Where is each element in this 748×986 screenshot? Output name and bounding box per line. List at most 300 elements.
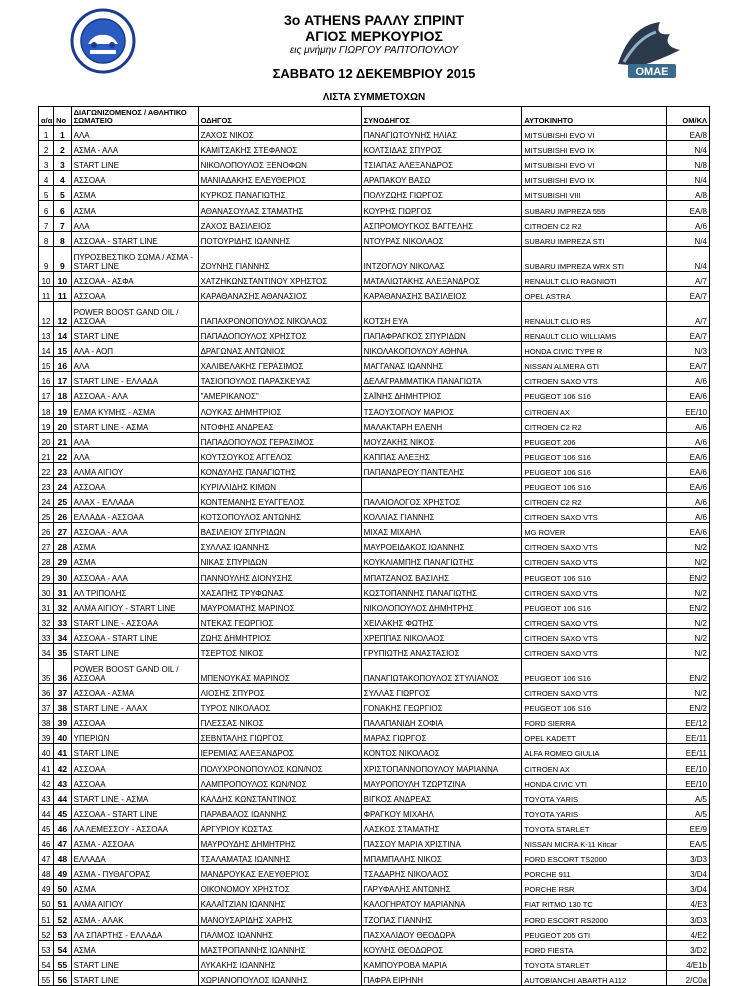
table-cell: 27 (54, 523, 71, 538)
table-cell: TOYOTA YARIS (522, 789, 666, 804)
table-cell: ΑΣΜΑ (71, 553, 198, 568)
table-cell: HONDA CIVIC TYPE R (522, 342, 666, 357)
table-row (39, 326, 710, 341)
table-row (39, 659, 710, 684)
table-cell: ΠΑΝΑΓΙΩΤΑΚΟΠΟΥΛΟΣ ΣΤΥΛΙΑΝΟΣ (361, 659, 522, 684)
table-cell: FORD ESCORT TS2000 (522, 850, 666, 865)
table-cell: A/5 (666, 804, 709, 819)
table-cell: 46 (54, 819, 71, 834)
table-cell: ΑΣΣΟΑΑ - START LINE (71, 628, 198, 643)
table-cell: ΛΥΚΑΚΗΣ ΙΩΑΝΝΗΣ (198, 955, 361, 970)
table-cell: PEUGEOT 205 GTI (522, 925, 666, 940)
table-cell: POWER BOOST GAND OIL / ΑΣΣΟΑΑ (71, 659, 198, 684)
table-cell: ΜΑΝΙΑΔΑΚΗΣ ΕΛΕΥΘΕΡΙΟΣ (198, 171, 361, 186)
table-cell: PORCHE 911 (522, 865, 666, 880)
table-cell: ΛΑ ΛΕΜΕΣΣΟΥ - ΑΣΣΟΑΑ (71, 819, 198, 834)
table-cell: PEUGEOT 106 S16 (522, 447, 666, 462)
table-cell: 3/D4 (666, 865, 709, 880)
table-cell: 14 (39, 342, 54, 357)
table-cell: ΑΛΜΑ ΑΙΓΙΟΥ (71, 462, 198, 477)
table-row (39, 538, 710, 553)
table-cell: ΒΑΣΙΛΕΙΟΥ ΣΠΥΡΙΔΩΝ (198, 523, 361, 538)
table-cell: CITROEN SAXO VTS (522, 583, 666, 598)
table-cell: ΤΣΑΟΥΣΟΓΛΟΥ ΜΑΡΙΟΣ (361, 402, 522, 417)
table-cell: "ΑΜΕΡΙΚΑΝΟΣ" (198, 387, 361, 402)
table-cell: MITSUBISHI EVO IX (522, 141, 666, 156)
table-cell: ΑΘΑΝΑΣΟΥΛΑΣ ΣΤΑΜΑΤΗΣ (198, 201, 361, 216)
table-row (39, 357, 710, 372)
table-cell: 7 (39, 216, 54, 231)
table-cell: 29 (54, 553, 71, 568)
table-cell: ΧΡΕΠΠΑΣ ΝΙΚΟΛΑΟΣ (361, 628, 522, 643)
table-cell: 9 (54, 246, 71, 271)
table-cell: ΒΙΓΚΟΣ ΑΝΔΡΕΑΣ (361, 789, 522, 804)
table-row (39, 729, 710, 744)
table-cell: CITROEN AX (522, 402, 666, 417)
table-cell: N/4 (666, 141, 709, 156)
table-cell: 44 (54, 789, 71, 804)
table-cell: ΕΕ/9 (666, 819, 709, 834)
table-cell: MITSUBISHI EVO VI (522, 126, 666, 141)
table-cell: ΕΑ/6 (666, 477, 709, 492)
table-row (39, 970, 710, 985)
table-cell: ΑΣΣΟΑΑ - ΑΣΦΑ (71, 271, 198, 286)
column-header: α/α (39, 107, 54, 126)
table-cell: ΜΑΥΡΟΕΙΔΑΚΟΣ ΙΩΑΝΝΗΣ (361, 538, 522, 553)
table-row (39, 342, 710, 357)
table-cell: ΠΑΦΡΑ ΕΙΡΗΝΗ (361, 970, 522, 985)
table-cell: 8 (39, 231, 54, 246)
table-cell: ΧΑΤΖΗΚΩΝΣΤΑΝΤΙΝΟΥ ΧΡΗΣΤΟΣ (198, 271, 361, 286)
table-cell: ΤΑΣΙΟΠΟΥΛΟΣ ΠΑΡΑΣΚΕΥΑΣ (198, 372, 361, 387)
table-cell: ΠΑΡΑΒΑΛΟΣ ΙΩΑΝΝΗΣ (198, 804, 361, 819)
table-cell: PEUGEOT 106 S16 (522, 387, 666, 402)
table-cell: ΑΣΣΟΑΑ (71, 774, 198, 789)
table-cell: ΦΡΑΓΚΟΥ ΜΙΧΑΗΛ (361, 804, 522, 819)
table-cell: ΑΣΜΑ (71, 538, 198, 553)
table-cell: 36 (39, 684, 54, 699)
table-cell: RENAULT CLIO RS (522, 301, 666, 326)
table-cell: 39 (54, 714, 71, 729)
table-cell: 56 (54, 970, 71, 985)
table-cell: ΕΑ/7 (666, 357, 709, 372)
table-cell: 37 (39, 699, 54, 714)
table-cell: ΑΣΜΑ (71, 186, 198, 201)
table-cell: 46 (39, 834, 54, 849)
table-cell: 35 (39, 659, 54, 684)
table-cell: 41 (39, 759, 54, 774)
table-cell: FORD FIESTA (522, 940, 666, 955)
table-cell: 27 (39, 538, 54, 553)
table-header-row (39, 107, 710, 126)
table-row (39, 126, 710, 141)
table-cell: 12 (39, 301, 54, 326)
column-header: ΟΔΗΓΟΣ (198, 107, 361, 126)
table-cell: PORCHE RSR (522, 880, 666, 895)
table-cell: ΠΑΛΜΟΣ ΙΩΑΝΝΗΣ (198, 925, 361, 940)
table-row (39, 880, 710, 895)
table-cell: ALFA ROMEO GIULIA (522, 744, 666, 759)
table-row (39, 417, 710, 432)
table-cell: ΑΣΣΟΑΑ - ΑΛΑ (71, 387, 198, 402)
table-cell: A/6 (666, 216, 709, 231)
table-cell: ΛΑ ΣΠΑΡΤΗΣ - ΕΛΛΑΔΑ (71, 925, 198, 940)
table-cell: CITROEN C2 R2 (522, 492, 666, 507)
table-cell: CITROEN SAXO VTS (522, 643, 666, 658)
table-cell: ΖΩΗΣ ΔΗΜΗΤΡΙΟΣ (198, 628, 361, 643)
table-cell: ΕΑ/8 (666, 201, 709, 216)
table-cell: 41 (54, 744, 71, 759)
table-row (39, 523, 710, 538)
table-cell: 51 (39, 910, 54, 925)
table-cell: 19 (54, 402, 71, 417)
table-cell: ΑΛΑ (71, 432, 198, 447)
table-cell: ΚΟΥΡΗΣ ΓΙΩΡΓΟΣ (361, 201, 522, 216)
table-cell: ΝΙΚΑΣ ΣΠΥΡΙΔΩΝ (198, 553, 361, 568)
table-cell: PEUGEOT 106 S16 (522, 659, 666, 684)
table-cell: ΚΟΥΤΣΟΥΚΟΣ ΑΓΓΕΛΟΣ (198, 447, 361, 462)
table-cell: A/6 (666, 372, 709, 387)
table-cell: ΤΣΑΔΑΡΗΣ ΝΙΚΟΛΑΟΣ (361, 865, 522, 880)
table-cell: 49 (54, 865, 71, 880)
table-cell: ΚΟΛΛΙΑΣ ΓΙΑΝΝΗΣ (361, 508, 522, 523)
table-cell: 3/D2 (666, 940, 709, 955)
table-cell: ΑΣΣΟΑΑ (71, 286, 198, 301)
table-cell: ΜΑΓΓΑΝΑΣ ΙΩΑΝΝΗΣ (361, 357, 522, 372)
table-cell: ΚΥΡΙΛΛΙΔΗΣ ΚΙΜΩΝ (198, 477, 361, 492)
table-cell: 2 (39, 141, 54, 156)
memorial-line: εις μνήμην ΓΙΩΡΓΟΥ ΡΑΠΤΟΠΟΥΛΟΥ (289, 45, 459, 56)
table-cell: ΑΣΜΑ - ΑΛΑ (71, 141, 198, 156)
table-cell: 29 (39, 568, 54, 583)
table-row (39, 643, 710, 658)
table-row (39, 714, 710, 729)
table-cell: 16 (54, 357, 71, 372)
column-header: Νο (54, 107, 71, 126)
table-cell: N/2 (666, 643, 709, 658)
table-row (39, 171, 710, 186)
table-cell: ΕΑ/7 (666, 326, 709, 341)
table-cell: A/8 (666, 186, 709, 201)
table-cell: 34 (54, 628, 71, 643)
table-cell: ΑΡΓΥΡΙΟΥ ΚΩΣΤΑΣ (198, 819, 361, 834)
table-cell: ΜΠΑΜΠΑΛΗΣ ΝΙΚΟΣ (361, 850, 522, 865)
table-cell: RENAULT CLIO RAGNIOTI (522, 271, 666, 286)
event-subtitle: ΑΓΙΟΣ ΜΕΡΚΟΥΡΙΟΣ (305, 28, 443, 44)
table-cell: ΣΥΛΛΑΣ ΙΩΑΝΝΗΣ (198, 538, 361, 553)
table-cell: CITROEN SAXO VTS (522, 553, 666, 568)
table-cell: ΚΟΛΤΣΙΔΑΣ ΣΠΥΡΟΣ (361, 141, 522, 156)
table-cell: START LINE (71, 744, 198, 759)
table-cell: ΚΩΣΤΟΠΑΝΝΗΣ ΠΑΝΑΓΙΩΤΗΣ (361, 583, 522, 598)
table-cell: MITSUBISHI EVO IX (522, 171, 666, 186)
table-cell: ΔΕΛΑΓΡΑΜΜΑΤΙΚΑ ΠΑΝΑΓΙΩΤΑ (361, 372, 522, 387)
table-cell: 3/D3 (666, 910, 709, 925)
table-cell: 47 (54, 834, 71, 849)
table-cell: ΧΡΙΣΤΟΠΑΝΝΟΠΟΥΛΟΥ ΜΑΡΙΑΝΝΑ (361, 759, 522, 774)
table-cell: ΤΣΙΑΠΑΣ ΑΛΕΞΑΝΔΡΟΣ (361, 156, 522, 171)
table-cell: 53 (39, 940, 54, 955)
table-cell: N/4 (666, 231, 709, 246)
table-cell: N/8 (666, 156, 709, 171)
table-cell: 40 (54, 729, 71, 744)
table-cell: ΤΥΡΟΣ ΝΙΚΟΛΑΟΣ (198, 699, 361, 714)
table-cell: ΖΟΥΝΗΣ ΓΙΑΝΝΗΣ (198, 246, 361, 271)
table-cell: ΠΑΛΑΠΑΝΙΔΗ ΣΟΦΙΑ (361, 714, 522, 729)
table-cell: ΖΑΧΟΣ ΝΙΚΟΣ (198, 126, 361, 141)
table-cell: ΑΣΣΟΑΑ (71, 759, 198, 774)
table-cell: CITROEN SAXO VTS (522, 684, 666, 699)
table-cell: ΜΟΥΖΑΚΗΣ ΝΙΚΟΣ (361, 432, 522, 447)
table-cell: PEUGEOT 106 S16 (522, 477, 666, 492)
table-cell: 3/D4 (666, 880, 709, 895)
table-cell: 10 (54, 271, 71, 286)
table-row (39, 477, 710, 492)
table-cell: ΠΟΤΟΥΡΙΔΗΣ ΙΩΑΝΝΗΣ (198, 231, 361, 246)
table-cell: ΧΑΛΙΒΕΛΑΚΗΣ ΓΕΡΑΣΙΜΟΣ (198, 357, 361, 372)
table-row (39, 186, 710, 201)
table-cell: MITSUBISHI EVO VI (522, 156, 666, 171)
table-row (39, 492, 710, 507)
table-cell: 4/E3 (666, 895, 709, 910)
table-cell: ΠΑΣΧΑΛΙΔΟΥ ΘΕΟΔΩΡΑ (361, 925, 522, 940)
table-row (39, 759, 710, 774)
table-row (39, 628, 710, 643)
table-cell: 3 (39, 156, 54, 171)
table-cell: MG ROVER (522, 523, 666, 538)
table-cell: ΜΠΕΝΟΥΚΑΣ ΜΑΡΙΝΟΣ (198, 659, 361, 684)
table-cell: ΠΑΝΝΟΥΛΗΣ ΔΙΟΝΥΣΗΣ (198, 568, 361, 583)
table-cell: NISSAN ALMERA GTI (522, 357, 666, 372)
column-header: ΑΥΤΟΚΙΝΗΤΟ (522, 107, 666, 126)
table-cell: ΕΝ/2 (666, 568, 709, 583)
table-cell: ΚΟΥΛΗΣ ΘΕΟΔΩΡΟΣ (361, 940, 522, 955)
table-cell: ΑΣΠΡΟΜΟΥΓΚΟΣ ΒΑΓΓΕΛΗΣ (361, 216, 522, 231)
table-cell: ΚΑΜΠΟΥΡΟΒΑ ΜΑΡΙΑ (361, 955, 522, 970)
table-cell: ΣΥΛΛΑΣ ΓΙΩΡΓΟΣ (361, 684, 522, 699)
table-cell: 37 (54, 684, 71, 699)
table-cell: PEUGEOT 106 S16 (522, 699, 666, 714)
table-cell: 50 (39, 895, 54, 910)
table-cell: ΜΑΝΟΥΣΑΡΙΔΗΣ ΧΑΡΗΣ (198, 910, 361, 925)
table-row (39, 231, 710, 246)
table-cell: ΕΕ/11 (666, 744, 709, 759)
table-row (39, 834, 710, 849)
table-cell: CITROEN SAXO VTS (522, 628, 666, 643)
table-cell: POWER BOOST GAND OIL / ΑΣΣΟΑΑ (71, 301, 198, 326)
table-cell: ΠΟΛΥΧΡΟΝΟΠΟΥΛΟΣ ΚΩΝ/ΝΟΣ (198, 759, 361, 774)
table-cell: 4 (54, 171, 71, 186)
table-cell: HONDA CIVIC VTI (522, 774, 666, 789)
table-cell: ΣΕΒΝΤΑΛΗΣ ΓΙΩΡΓΟΣ (198, 729, 361, 744)
table-cell: ΚΑΠΠΑΣ ΑΛΕΞΗΣ (361, 447, 522, 462)
table-cell: 9 (39, 246, 54, 271)
table-cell: ΠΑΠΑΧΡΟΝΟΠΟΥΛΟΣ ΝΙΚΟΛΑΟΣ (198, 301, 361, 326)
table-cell (361, 477, 522, 492)
table-cell: ΛΑΣΚΟΣ ΣΤΑΜΑΤΗΣ (361, 819, 522, 834)
table-row (39, 940, 710, 955)
table-cell: ΠΑΠΑΝΔΡΕΟΥ ΠΑΝΤΕΛΗΣ (361, 462, 522, 477)
participants-table (38, 106, 710, 986)
table-cell: 5 (39, 186, 54, 201)
table-cell: TOYOTA STARLET (522, 819, 666, 834)
column-header: ΔΙΑΓΩΝΙΖΟΜΕΝΟΣ / ΑΘΛΗΤΙΚΟ ΣΩΜΑΤΕΙΟ (71, 107, 198, 126)
table-cell: 30 (39, 583, 54, 598)
table-cell: 21 (54, 432, 71, 447)
table-row (39, 387, 710, 402)
table-cell: ΕΕ/10 (666, 759, 709, 774)
table-cell: A/6 (666, 417, 709, 432)
table-cell: START LINE (71, 970, 198, 985)
table-cell: CITROEN SAXO VTS (522, 613, 666, 628)
table-cell: ΕΑ/6 (666, 387, 709, 402)
table-cell: ΝΙΚΟΛΟΠΟΥΛΟΣ ΞΕΝΟΦΩΝ (198, 156, 361, 171)
table-cell: FORD ESCORT RS2000 (522, 910, 666, 925)
table-row (39, 216, 710, 231)
table-cell: PEUGEOT 206 (522, 432, 666, 447)
table-cell: ΠΑΛΑΙΟΛΟΓΟΣ ΧΡΗΣΤΟΣ (361, 492, 522, 507)
table-cell: ΜΑΥΡΟΜΑΤΗΣ ΜΑΡΙΝΟΣ (198, 598, 361, 613)
table-cell: ΣΑΪΝΗΣ ΔΗΜΗΤΡΙΟΣ (361, 387, 522, 402)
table-row (39, 402, 710, 417)
table-cell: ΙΕΡΕΜΙΑΣ ΑΛΕΞΑΝΔΡΟΣ (198, 744, 361, 759)
table-cell: 31 (54, 583, 71, 598)
table-row (39, 301, 710, 326)
table-cell: A/6 (666, 508, 709, 523)
table-cell: START LINE - ΑΣΜΑ (71, 417, 198, 432)
table-cell: ΑΛΑ (71, 126, 198, 141)
table-cell: N/2 (666, 613, 709, 628)
table-cell: ΜΠΑΤΖΑΝΟΣ ΒΑΣΙΛΗΣ (361, 568, 522, 583)
table-cell: 22 (54, 447, 71, 462)
table-cell: ΑΛΜΑ ΑΙΓΙΟΥ (71, 895, 198, 910)
table-cell: PEUGEOT 106 S16 (522, 598, 666, 613)
table-cell: ΜΑΥΡΟΥΔΗΣ ΔΗΜΗΤΡΗΣ (198, 834, 361, 849)
table-cell: ΚΑΜΙΤΣΑΚΗΣ ΣΤΕΦΑΝΟΣ (198, 141, 361, 156)
table-cell: 13 (39, 326, 54, 341)
table-cell: ΕΝ/2 (666, 659, 709, 684)
table-cell: 35 (54, 643, 71, 658)
table-cell: 11 (39, 286, 54, 301)
table-cell: 38 (54, 699, 71, 714)
table-cell: ΑΣΣΟΑΑ - ΑΛΑ (71, 568, 198, 583)
table-cell: ΕΕ/12 (666, 714, 709, 729)
table-cell: ΑΛΜΑ ΑΙΓΙΟΥ - START LINE (71, 598, 198, 613)
omae-logo-text: ΟΜΑΕ (635, 66, 669, 78)
table-cell: ΙΝΤΖΟΓΛΟΥ ΝΙΚΟΛΑΣ (361, 246, 522, 271)
table-cell: ΚΑΛΔΗΣ ΚΩΝΣΤΑΝΤΙΝΟΣ (198, 789, 361, 804)
table-cell: ΜΑΥΡΟΠΟΥΛΗ ΤΖΩΡΤΖΙΝΑ (361, 774, 522, 789)
table-cell: A/7 (666, 271, 709, 286)
table-row (39, 613, 710, 628)
table-cell: TOYOTA STARLET (522, 955, 666, 970)
table-cell: 54 (54, 940, 71, 955)
table-cell: 20 (39, 432, 54, 447)
table-cell: ΓΡΥΠΙΩΤΗΣ ΑΝΑΣΤΑΣΙΟΣ (361, 643, 522, 658)
table-cell: 44 (39, 804, 54, 819)
table-cell: ΚΥΡΚΟΣ ΠΑΝΑΓΙΩΤΗΣ (198, 186, 361, 201)
table-row (39, 850, 710, 865)
table-cell: ΤΣΑΛΑΜΑΤΑΣ ΙΩΑΝΝΗΣ (198, 850, 361, 865)
table-cell: 4/E2 (666, 925, 709, 940)
table-cell: CITROEN SAXO VTS (522, 508, 666, 523)
table-cell: 33 (39, 628, 54, 643)
table-cell: 4 (39, 171, 54, 186)
table-cell: ΓΑΡΥΦΑΛΗΣ ΑΝΤΩΝΗΣ (361, 880, 522, 895)
table-cell: 22 (39, 462, 54, 477)
table-cell: 26 (39, 523, 54, 538)
table-cell: 55 (39, 970, 54, 985)
table-cell: 17 (39, 387, 54, 402)
table-cell: ΤΣΕΡΤΟΣ ΝΙΚΟΣ (198, 643, 361, 658)
event-title: 3ο ATHENS ΡΑΛΛΥ ΣΠΡΙΝΤ (283, 12, 465, 28)
table-cell: OPEL KADETT (522, 729, 666, 744)
table-cell: 51 (54, 895, 71, 910)
table-cell: 53 (54, 925, 71, 940)
table-cell: 17 (54, 372, 71, 387)
table-cell: N/4 (666, 246, 709, 271)
table-cell: ΑΣΣΟΑΑ (71, 171, 198, 186)
table-cell: ΚΟΥΚΛΙΑΜΠΗΣ ΠΑΝΑΓΙΩΤΗΣ (361, 553, 522, 568)
table-cell: SUBARU IMPREZA 555 (522, 201, 666, 216)
table-cell: 54 (39, 955, 54, 970)
table-cell: N/2 (666, 538, 709, 553)
table-cell: START LINE (71, 326, 198, 341)
table-cell: ΛΑΜΠΡΟΠΟΥΛΟΣ ΚΩΝ/ΝΟΣ (198, 774, 361, 789)
table-cell: 24 (54, 477, 71, 492)
table-cell: 12 (54, 301, 71, 326)
table-cell: 26 (54, 508, 71, 523)
table-cell: ΑΛΑ (71, 357, 198, 372)
table-cell: 40 (39, 744, 54, 759)
table-row (39, 684, 710, 699)
table-cell: 16 (39, 372, 54, 387)
table-cell: START LINE (71, 955, 198, 970)
table-cell: 1 (39, 126, 54, 141)
table-cell: CITROEN C2 R2 (522, 417, 666, 432)
table-cell: ΜΑΣΤΡΟΠΑΝΝΗΣ ΙΩΑΝΝΗΣ (198, 940, 361, 955)
table-cell: 25 (54, 492, 71, 507)
table-row (39, 804, 710, 819)
table-row (39, 895, 710, 910)
table-cell: ΚΟΝΤΟΣ ΝΙΚΟΛΑΟΣ (361, 744, 522, 759)
table-cell: 28 (39, 553, 54, 568)
table-cell: ΕΛΛΑΔΑ - ΑΣΣΟΑΑ (71, 508, 198, 523)
table-cell: ΚΑΛΑΪΤΖΙΑΝ ΙΩΑΝΝΗΣ (198, 895, 361, 910)
table-cell: MITSUBISHI VIII (522, 186, 666, 201)
table-cell: 6 (54, 201, 71, 216)
table-cell: 39 (39, 729, 54, 744)
table-cell: START LINE - ΑΛΑΧ (71, 699, 198, 714)
table-cell: 45 (54, 804, 71, 819)
table-cell: ΧΑΣΑΠΗΣ ΤΡΥΦΩΝΑΣ (198, 583, 361, 598)
table-cell: START LINE - ΑΣΜΑ (71, 789, 198, 804)
table-cell: ΕΛΛΑΔΑ (71, 850, 198, 865)
table-cell: 47 (39, 850, 54, 865)
table-cell: 15 (39, 357, 54, 372)
table-cell: CITROEN SAXO VTS (522, 372, 666, 387)
table-cell: ΜΑΝΔΡΟΥΚΑΣ ΕΛΕΥΘΕΡΙΟΣ (198, 865, 361, 880)
list-title: ΛΙΣΤΑ ΣΥΜΜΕΤΟΧΩΝ (322, 92, 426, 103)
table-cell: 43 (39, 789, 54, 804)
table-body (39, 126, 710, 986)
table-cell: ΝΤΕΚΑΣ ΓΕΩΡΓΙΟΣ (198, 613, 361, 628)
table-cell: 23 (39, 477, 54, 492)
table-row (39, 744, 710, 759)
table-cell: ΑΡΑΠΑΚΟΥ ΒΑΣΩ (361, 171, 522, 186)
table-cell: ΜΙΧΑΣ ΜΙΧΑΗΛ (361, 523, 522, 538)
table-cell: 20 (54, 417, 71, 432)
